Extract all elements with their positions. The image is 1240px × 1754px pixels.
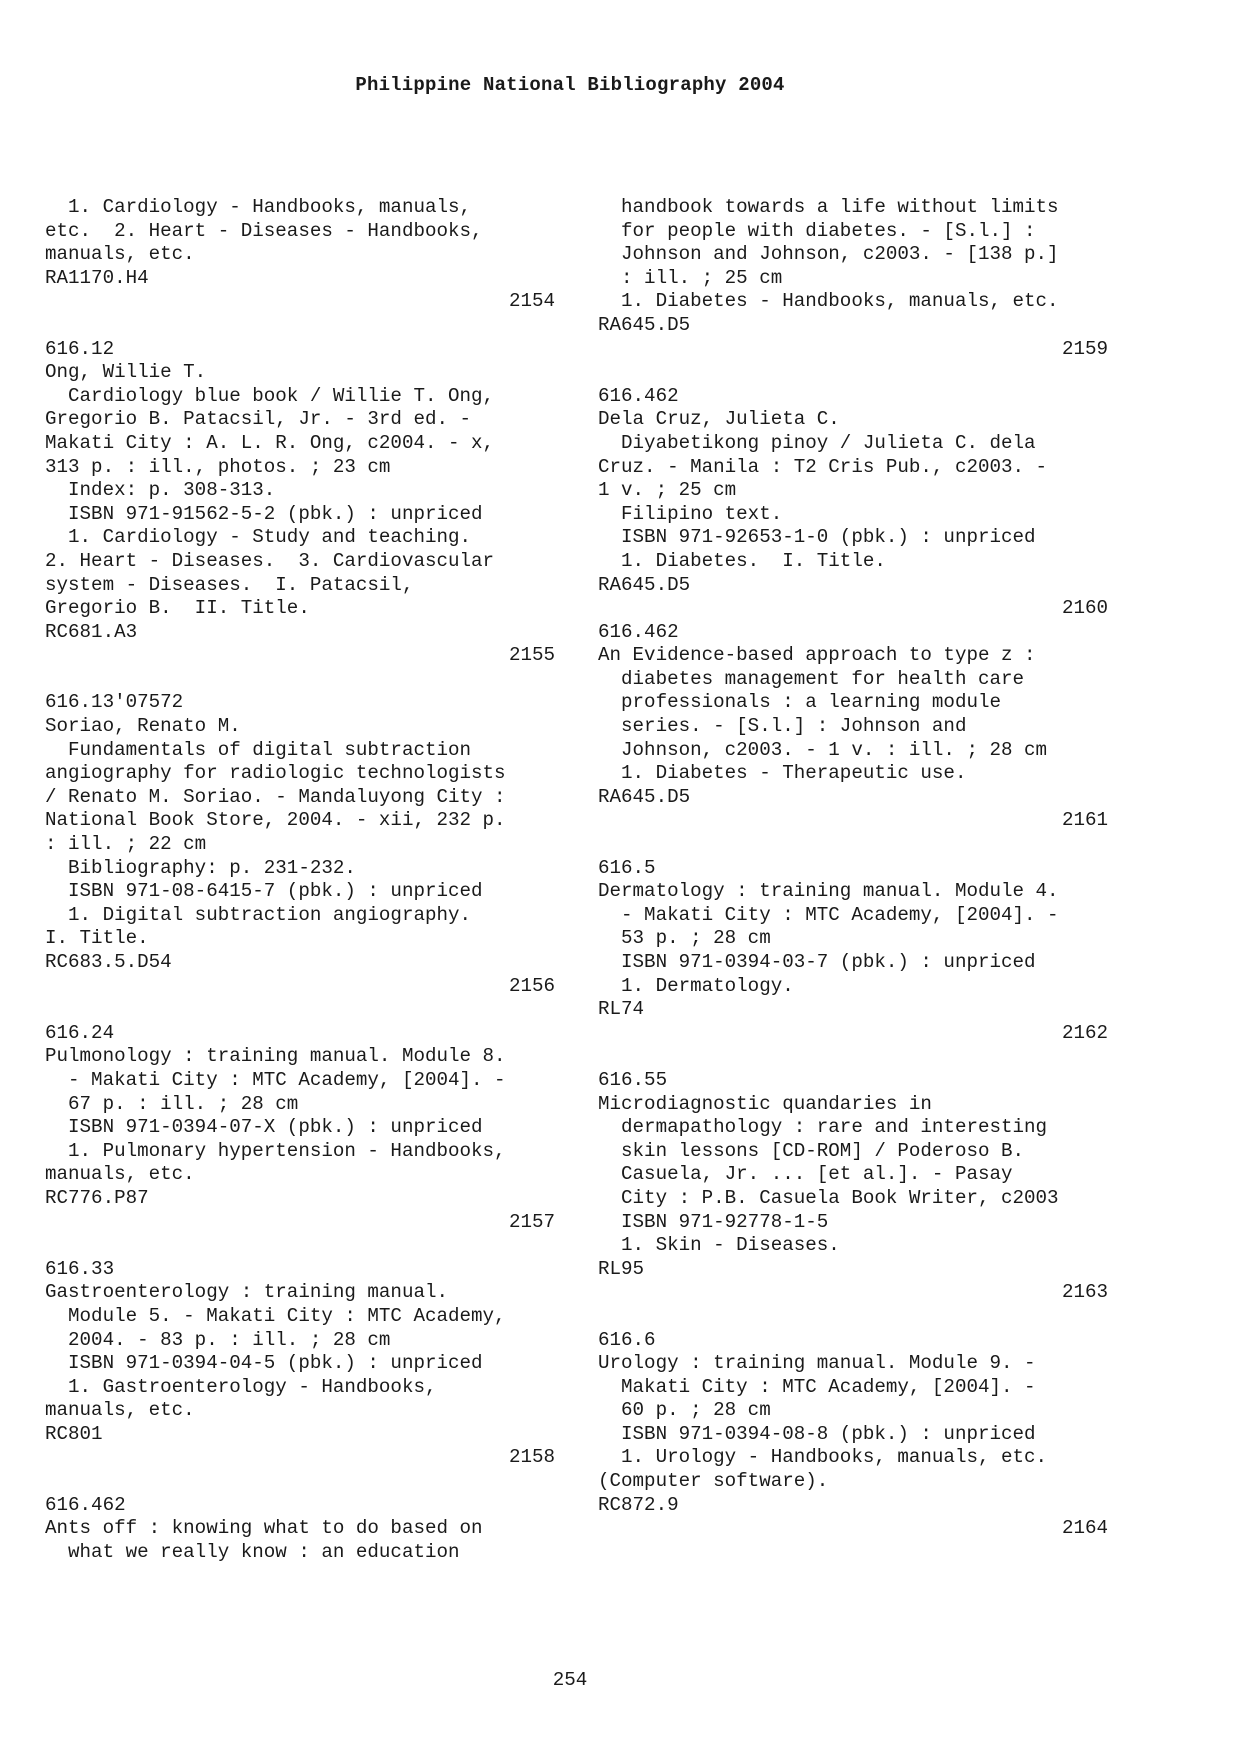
bibliographic-entry xyxy=(598,1069,1108,1329)
entry-spacer xyxy=(45,998,555,1022)
entry-line: RA1170.H4 xyxy=(45,266,149,289)
entry-line: Cardiology blue book / Willie T. Ong, xyxy=(45,384,495,407)
entry-line: - Makati City : MTC Academy, [2004]. - xyxy=(598,903,1059,926)
entry-line: : ill. ; 22 cm xyxy=(45,833,207,856)
entry-line: Microdiagnostic quandaries in xyxy=(598,1092,932,1115)
entry-line: RC681.A3 xyxy=(45,620,138,643)
entry-line: 1. Cardiology - Study and teaching. xyxy=(45,526,472,549)
entry-line: ISBN 971-0394-04-5 (pbk.) : unpriced xyxy=(45,1352,483,1375)
entry-line: - Makati City : MTC Academy, [2004]. - xyxy=(45,1068,506,1091)
entry-line: 1. Pulmonary hypertension - Handbooks, xyxy=(45,1139,506,1162)
entry-number: 2157 xyxy=(508,1210,555,1233)
entry-line: for people with diabetes. - [S.l.] : xyxy=(598,219,1036,242)
entry-line: Dermatology : training manual. Module 4. xyxy=(598,880,1059,903)
entry-line: RL95 xyxy=(598,1257,645,1280)
bibliographic-entry xyxy=(598,621,1108,857)
entry-line: RA645.D5 xyxy=(598,573,691,596)
entry-line: 616.55 xyxy=(598,1068,668,1091)
entry-line: 2. Heart - Diseases. 3. Cardiovascular xyxy=(45,549,495,572)
entry-line: Casuela, Jr. ... [et al.]. - Pasay xyxy=(598,1163,1013,1186)
left-column xyxy=(45,196,555,1564)
entry-line: etc. 2. Heart - Diseases - Handbooks, xyxy=(45,219,483,242)
entry-line: Bibliography: p. 231-232. xyxy=(45,856,356,879)
entry-number: 2164 xyxy=(1061,1517,1108,1540)
entry-line: ISBN 971-0394-08-8 (pbk.) : unpriced xyxy=(598,1422,1036,1445)
entry-line: National Book Store, 2004. - xii, 232 p. xyxy=(45,809,506,832)
bibliographic-entry xyxy=(598,1329,1108,1541)
entry-number: 2162 xyxy=(1061,1021,1108,1044)
entry-line: RA645.D5 xyxy=(598,785,691,808)
entry-line: (Computer software). xyxy=(598,1470,829,1493)
entry-line: Index: p. 308-313. xyxy=(45,479,276,502)
entry-number: 2155 xyxy=(508,644,555,667)
entry-line: 1. Gastroenterology - Handbooks, xyxy=(45,1375,437,1398)
entry-line: Module 5. - Makati City : MTC Academy, xyxy=(45,1304,506,1327)
entry-line: 2004. - 83 p. : ill. ; 28 cm xyxy=(45,1328,391,1351)
entry-line: RL74 xyxy=(598,998,645,1021)
entry-line: professionals : a learning module xyxy=(598,691,1002,714)
entry-line: 1. Cardiology - Handbooks, manuals, xyxy=(45,196,472,218)
entry-line: 1. Diabetes. I. Title. xyxy=(598,549,886,572)
entry-line: 53 p. ; 28 cm xyxy=(598,927,771,950)
entry-line: ISBN 971-08-6415-7 (pbk.) : unpriced xyxy=(45,880,483,903)
entry-line: handbook towards a life without limits xyxy=(598,196,1059,218)
entry-line: 60 p. ; 28 cm xyxy=(598,1399,771,1422)
entry-line: Makati City : MTC Academy, [2004]. - xyxy=(598,1375,1036,1398)
entry-line: 1. Diabetes - Handbooks, manuals, etc. xyxy=(598,290,1059,313)
entry-line: RC776.P87 xyxy=(45,1186,149,1209)
entry-spacer xyxy=(45,668,555,692)
entry-line: City : P.B. Casuela Book Writer, c2003 xyxy=(598,1186,1059,1209)
entry-line: ISBN 971-92653-1-0 (pbk.) : unpriced xyxy=(598,526,1036,549)
entry-line: 1. Urology - Handbooks, manuals, etc. xyxy=(598,1446,1048,1469)
entry-line: 1 v. ; 25 cm xyxy=(598,479,737,502)
entry-number: 2154 xyxy=(508,290,555,313)
entry-number: 2163 xyxy=(1061,1281,1108,1304)
entry-line: ISBN 971-92778-1-5 xyxy=(598,1210,829,1233)
entry-line: 616.462 xyxy=(45,1493,126,1516)
entry-line: Diyabetikong pinoy / Julieta C. dela xyxy=(598,431,1036,454)
bibliographic-entry xyxy=(45,1494,555,1565)
entry-line: ISBN 971-91562-5-2 (pbk.) : unpriced xyxy=(45,502,483,525)
entry-line: angiography for radiologic technologists xyxy=(45,762,506,785)
entry-spacer xyxy=(598,1305,1108,1329)
entry-spacer xyxy=(45,314,555,338)
entry-line: what we really know : an education xyxy=(45,1540,460,1563)
entry-line: RA645.D5 xyxy=(598,313,691,336)
right-column xyxy=(598,196,1108,1541)
entry-line: Ong, Willie T. xyxy=(45,361,207,384)
entry-spacer xyxy=(598,361,1108,385)
entry-number: 2159 xyxy=(1061,337,1108,360)
bibliographic-entry xyxy=(45,1258,555,1494)
bibliographic-entry xyxy=(598,196,1108,385)
entry-number: 2160 xyxy=(1061,597,1108,620)
bibliographic-entry xyxy=(598,385,1108,621)
entry-line: ISBN 971-0394-07-X (pbk.) : unpriced xyxy=(45,1116,483,1139)
entry-line: 616.24 xyxy=(45,1021,115,1044)
entry-line: Gregorio B. Patacsil, Jr. - 3rd ed. - xyxy=(45,408,472,431)
entry-line: Ants off : knowing what to do based on xyxy=(45,1517,483,1540)
entry-line: RC801 xyxy=(45,1422,103,1445)
entry-line: Gastroenterology : training manual. xyxy=(45,1281,449,1304)
entry-line: manuals, etc. xyxy=(45,1163,195,1186)
entry-line: Dela Cruz, Julieta C. xyxy=(598,408,840,431)
bibliographic-entry xyxy=(45,338,555,692)
entry-line: RC683.5.D54 xyxy=(45,951,172,973)
entry-line: 1. Digital subtraction angiography. xyxy=(45,903,472,926)
entry-line: ISBN 971-0394-03-7 (pbk.) : unpriced xyxy=(598,951,1036,973)
entry-spacer xyxy=(598,1045,1108,1069)
entry-line: Johnson and Johnson, c2003. - [138 p.] xyxy=(598,243,1059,266)
entry-line: 616.13'07572 xyxy=(45,691,184,714)
entry-line: : ill. ; 25 cm xyxy=(598,266,783,289)
entry-line: series. - [S.l.] : Johnson and xyxy=(598,715,967,738)
entry-number: 2161 xyxy=(1061,809,1108,832)
bibliographic-entry xyxy=(45,196,555,338)
entry-line: Johnson, c2003. - 1 v. : ill. ; 28 cm xyxy=(598,738,1048,761)
entry-line: Urology : training manual. Module 9. - xyxy=(598,1352,1036,1375)
entry-number: 2156 xyxy=(508,974,555,997)
page-number: 254 xyxy=(552,1669,588,1691)
entry-line: 67 p. : ill. ; 28 cm xyxy=(45,1092,299,1115)
entry-line: 1. Diabetes - Therapeutic use. xyxy=(598,762,967,785)
entry-spacer xyxy=(45,1234,555,1258)
entry-line: Soriao, Renato M. xyxy=(45,715,241,738)
entry-line: dermapathology : rare and interesting xyxy=(598,1116,1048,1139)
page-title: Philippine National Bibliography 2004 xyxy=(355,74,785,96)
entry-line: 616.462 xyxy=(598,384,679,407)
entry-line: Filipino text. xyxy=(598,502,783,525)
entry-line: / Renato M. Soriao. - Mandaluyong City : xyxy=(45,785,506,808)
entry-line: skin lessons [CD-ROM] / Poderoso B. xyxy=(598,1139,1025,1162)
entry-line: 616.5 xyxy=(598,856,656,879)
entry-line: Fundamentals of digital subtraction xyxy=(45,738,472,761)
bibliographic-entry xyxy=(598,857,1108,1069)
entry-line: 616.12 xyxy=(45,337,115,360)
entry-line: 616.33 xyxy=(45,1257,115,1280)
entry-line: Cruz. - Manila : T2 Cris Pub., c2003. - xyxy=(598,455,1048,478)
entry-line: 616.6 xyxy=(598,1328,656,1351)
entry-line: manuals, etc. xyxy=(45,243,195,266)
entry-number: 2158 xyxy=(508,1446,555,1469)
entry-line: diabetes management for health care xyxy=(598,667,1025,690)
entry-line: 1. Skin - Diseases. xyxy=(598,1234,840,1257)
entry-line: I. Title. xyxy=(45,927,149,950)
entry-line: 616.462 xyxy=(598,620,679,643)
entry-line: 313 p. : ill., photos. ; 23 cm xyxy=(45,455,391,478)
bibliographic-entry xyxy=(45,691,555,1021)
entry-line: manuals, etc. xyxy=(45,1399,195,1422)
entry-line: system - Diseases. I. Patacsil, xyxy=(45,573,414,596)
entry-line: 1. Dermatology. xyxy=(598,974,794,997)
entry-line: An Evidence-based approach to type z : xyxy=(598,644,1036,667)
bibliographic-entry xyxy=(45,1022,555,1258)
entry-line: Pulmonology : training manual. Module 8. xyxy=(45,1045,506,1068)
entry-spacer xyxy=(598,833,1108,857)
entry-line: Gregorio B. II. Title. xyxy=(45,597,310,620)
entry-line: Makati City : A. L. R. Ong, c2004. - x, xyxy=(45,431,495,454)
entry-spacer xyxy=(45,1470,555,1494)
entry-line: RC872.9 xyxy=(598,1493,679,1516)
